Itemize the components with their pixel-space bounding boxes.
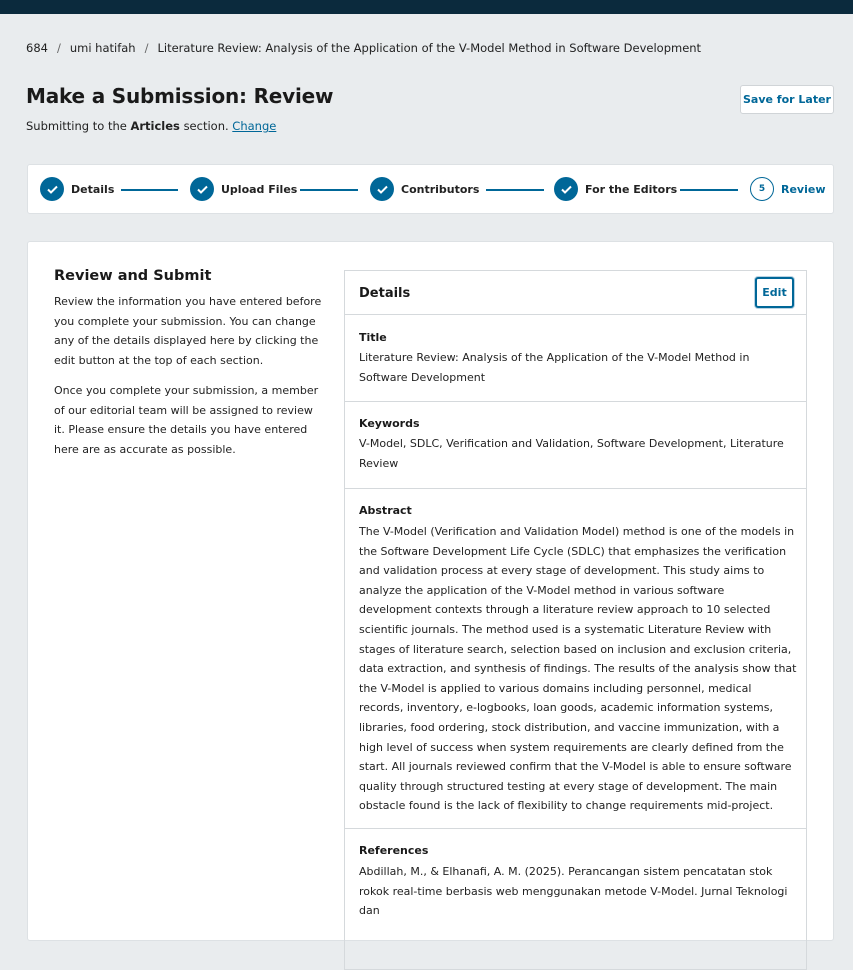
submission-section-info: [26, 119, 276, 133]
review-panel: [27, 241, 834, 941]
section-name: Articles: [130, 119, 180, 133]
change-section-link[interactable]: Change: [232, 119, 277, 133]
top-navigation-bar: [0, 0, 853, 14]
step-connector: [121, 189, 178, 191]
step-label: Contributors: [401, 182, 480, 196]
check-icon: [190, 177, 214, 201]
subtitle-prefix: Submitting to the: [26, 119, 127, 133]
breadcrumb-separator: /: [144, 41, 149, 55]
check-icon: [40, 177, 64, 201]
check-icon: [370, 177, 394, 201]
title-label: Title: [359, 331, 387, 344]
step-connector: [300, 189, 358, 191]
step-label: Upload Files: [221, 182, 298, 196]
step-connector: [486, 189, 544, 191]
references-value: Abdillah, M., & Elhanafi, A. M. (2025). Perancangan sistem pencatatan stok rokok real-time berbasis web menggunakan metode V-Model. Jurnal Teknologi dan: [359, 865, 788, 918]
breadcrumb-current-title: Literature Review: Analysis of the Application of the V-Model Method in Software Development: [157, 41, 702, 55]
step-for-the-editors[interactable]: [554, 176, 677, 202]
step-details[interactable]: [40, 176, 114, 202]
abstract-value: The V-Model (Verification and Validation Model) method is one of the models in the Software Development Life Cycle (SDLC) that emphasizes the verification and validation process at every stage of development. This study aims to analyze the application of the V-Model method in various software development contexts through a literature review approach to 10 selected scientific journals. The method used is a systematic Literature Review with stages of literature search, selection based on inclusion and exclusion criteria, data extraction, and synthesis of findings. The results of the analysis show that the V-Model is applied to various domains including personnel, medical records, inventory, e-logbooks, loan goods, academic information systems, libraries, food ordering, stock distribution, and vaccine immunization, with a high level of success when system requirements are clearly defined from the start. All journals reviewed confirm that the V-Model is able to ensure software quality through structured testing at every stage of development. The main obstacle found is the lack of flexibility to change requirements mid-project.: [359, 525, 797, 813]
keywords-section: [345, 403, 806, 489]
keywords-value: V-Model, SDLC, Verification and Validation, Software Development, Literature Review: [359, 437, 784, 470]
details-card: [344, 270, 807, 970]
review-and-submit-heading: Review and Submit: [54, 268, 212, 284]
step-contributors[interactable]: [370, 176, 479, 202]
subtitle-suffix: section.: [183, 119, 229, 133]
edit-details-button[interactable]: Edit: [755, 277, 794, 308]
page-title: Make a Submission: Review: [26, 84, 334, 108]
breadcrumb-author[interactable]: umi hatifah: [69, 41, 136, 55]
references-section: [345, 830, 806, 970]
step-connector: [680, 189, 738, 191]
breadcrumb-separator: /: [56, 41, 61, 55]
details-heading: Details: [359, 286, 411, 301]
submission-steps: [27, 164, 834, 214]
references-label: References: [359, 844, 429, 857]
step-number: 5: [750, 177, 774, 201]
step-upload-files[interactable]: [190, 176, 297, 202]
check-icon: [554, 177, 578, 201]
review-instructions: Review the information you have entered before you complete your submission. You can change any of the details displayed here by clicking the edit button at the top of each section.: [54, 295, 322, 367]
keywords-label: Keywords: [359, 417, 420, 430]
breadcrumb-submission-id[interactable]: 684: [26, 41, 48, 55]
step-label: For the Editors: [585, 182, 678, 196]
abstract-label: Abstract: [359, 504, 412, 517]
step-review[interactable]: [750, 176, 826, 202]
breadcrumb: [26, 41, 701, 55]
review-notice: Once you complete your submission, a member of our editorial team will be assigned to review it. Please ensure the details you have entered here are as accurate as possible.: [54, 384, 319, 456]
title-value: Literature Review: Analysis of the Application of the V-Model Method in Software Development: [359, 351, 750, 384]
step-label: Review: [781, 182, 826, 196]
save-for-later-button[interactable]: Save for Later: [740, 85, 834, 114]
step-label: Details: [71, 182, 115, 196]
details-card-header: [345, 271, 806, 315]
abstract-section: [345, 490, 806, 829]
title-section: [345, 316, 806, 402]
